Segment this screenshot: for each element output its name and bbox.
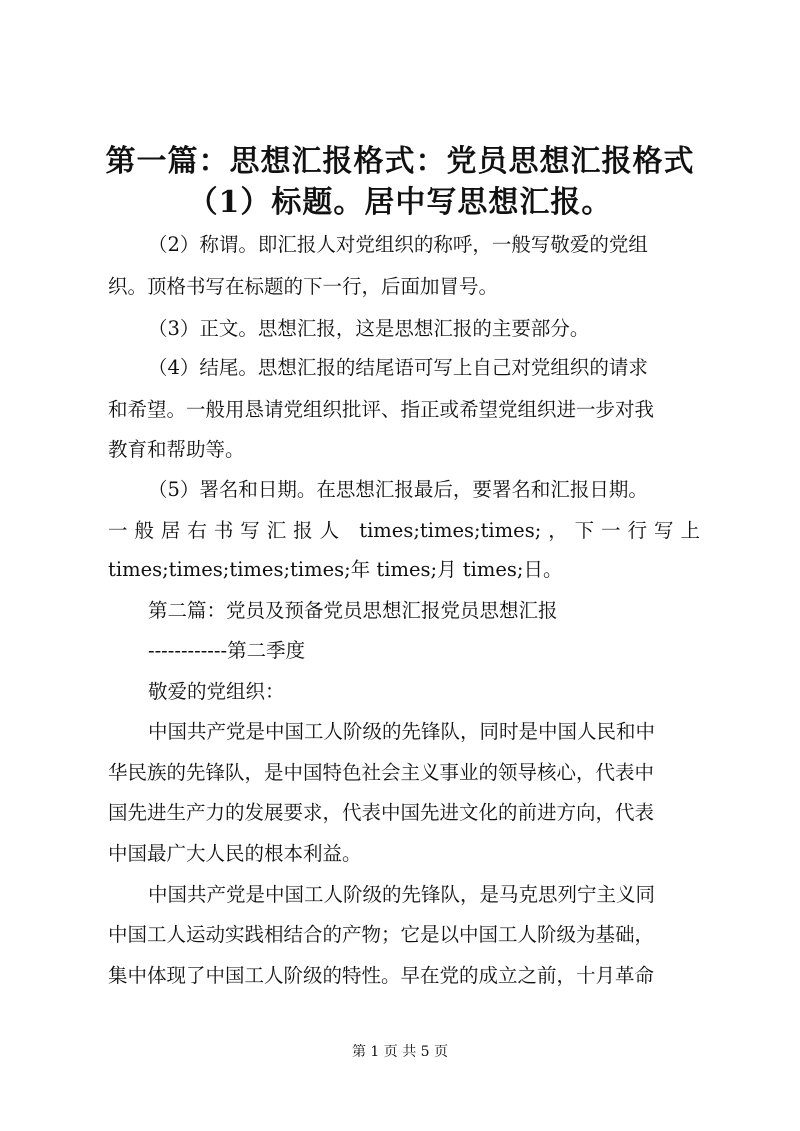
paragraph-line: 织。顶格书写在标题的下一行，后面加冒号。	[108, 275, 499, 298]
document-subtitle: （1）标题。居中写思想汇报。	[187, 185, 613, 220]
paragraph-line: 华民族的先锋队，是中国特色社会主义事业的领导核心，代表中	[108, 761, 655, 784]
salutation: 敬爱的党组织：	[148, 680, 285, 703]
paragraph-line: times;times;times;times;年 times;月 times;日。	[108, 558, 563, 581]
section-heading: 第二篇：党员及预备党员思想汇报党员思想汇报	[148, 599, 558, 622]
paragraph-line: 国先进生产力的发展要求，代表中国先进文化的前进方向，代表	[108, 801, 655, 824]
paragraph-line: （5）署名和日期。在思想汇报最后，要署名和汇报日期。	[148, 478, 648, 501]
document-title: 第一篇：思想汇报格式：党员思想汇报格式	[105, 144, 695, 179]
paragraph-line: （3）正文。思想汇报，这是思想汇报的主要部分。	[148, 317, 590, 340]
paragraph-line: （2）称谓。即汇报人对党组织的称呼，一般写敬爱的党组	[148, 233, 648, 256]
paragraph-line: 中国最广大人民的根本利益。	[108, 842, 362, 865]
paragraph-line: 中国共产党是中国工人阶级的先锋队，同时是中国人民和中	[148, 720, 656, 743]
paragraph-line: 集中体现了中国工人阶级的特性。早在党的成立之前，十月革命	[108, 964, 655, 987]
paragraph-line: 教育和帮助等。	[108, 438, 245, 461]
paragraph-line: 中国共产党是中国工人阶级的先锋队，是马克思列宁主义同	[148, 883, 656, 906]
paragraph-line: 和希望。一般用恳请党组织批评、指正或希望党组织进一步对我	[108, 398, 655, 421]
season-heading: ------------第二季度	[148, 639, 306, 662]
paragraph-line: （4）结尾。思想汇报的结尾语可写上自己对党组织的请求	[148, 356, 648, 379]
paragraph-line: 中国工人运动实践相结合的产物；它是以中国工人阶级为基础，	[108, 923, 655, 946]
paragraph-line: 一般居右书写汇报人 times;times;times;，下一行写上	[108, 519, 700, 542]
page-footer: 第 1 页 共 5 页	[351, 1044, 449, 1060]
